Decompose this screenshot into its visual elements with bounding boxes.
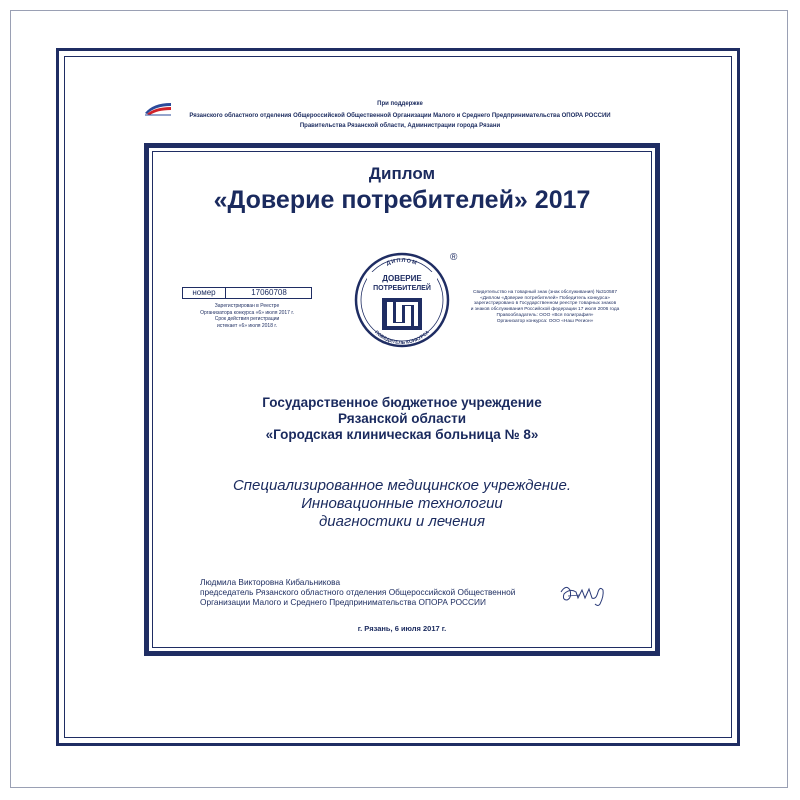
- description-line: Специализированное медицинское учреждение.: [232, 477, 572, 494]
- certificate-line: «Диплом «Доверие потребителей» Победитель конкурса»: [480, 295, 610, 301]
- certificate-line: Правообладатель: ООО «Вся полиграфия»: [496, 312, 594, 318]
- certificate-line: и знаков обслуживания Российской федерации 17 июля 2006 года: [470, 307, 620, 313]
- logo-line-2: ПОТРЕБИТЕЛЕЙ: [373, 285, 431, 292]
- certificate-line: зарегистрировано в Государственном реестре товарных знаков: [473, 301, 617, 307]
- handwritten-signature: [558, 578, 608, 608]
- support-line-2: Рязанского областного отделения Общероссийской Общественной Организации Малого и Среднего Предпринимательства ОПОРА РОССИИ: [189, 113, 611, 119]
- signer-title-line: Организации Малого и Среднего Предпринимательства ОПОРА РОССИИ: [200, 597, 486, 607]
- organization-line: Государственное бюджетное учреждение: [262, 395, 542, 410]
- registration-line: Организатора конкурса «6» июля 2017 г.: [200, 309, 294, 316]
- signer-name: Людмила Викторовна Кибальникова: [200, 577, 341, 587]
- certificate-line: Свидетельство на товарный знак (знак обслуживания) №310587: [472, 290, 617, 295]
- number-label: номер: [183, 288, 226, 298]
- signer-block: [200, 577, 580, 607]
- logo-mark-icon: [382, 298, 422, 330]
- logo-bottom-text: ПОБЕДИТЕЛЬ КОНКУРСА: [373, 330, 431, 347]
- svg-text:ПОБЕДИТЕЛЬ КОНКУРСА: [373, 329, 431, 346]
- place-and-date: г. Рязань, 6 июля 2017 г.: [357, 624, 447, 633]
- description-line: диагностики и лечения: [318, 513, 486, 530]
- signer-title-line: председатель Рязанского областного отделения Общероссийской Общественной: [200, 587, 516, 597]
- registration-info: [182, 303, 312, 329]
- organization-name: [160, 395, 644, 443]
- organization-line: Рязанской области: [337, 411, 467, 426]
- certificate-line: Организатор конкурса: ООО «Наш Регион»: [496, 318, 594, 324]
- svg-text:ДИПЛОМ: [386, 258, 418, 267]
- number-value: 17060708: [251, 288, 287, 297]
- registration-number-box: [182, 287, 312, 299]
- trademark-certificate: [460, 290, 630, 324]
- support-line-3: Правительства Рязанской области, Администрации города Рязани: [299, 123, 501, 129]
- logo-top-text: ДИПЛОМ: [385, 257, 419, 267]
- organization-line: «Городская клиническая больница № 8»: [265, 427, 539, 442]
- support-line-1: При поддержке: [377, 101, 423, 107]
- registration-line: Зарегистрирован в Реестре: [214, 303, 280, 309]
- trust-logo-emblem: [344, 244, 462, 352]
- logo-line-1: ДОВЕРИЕ: [382, 274, 422, 283]
- registration-line: Срок действия регистрации: [214, 316, 280, 322]
- award-description: [160, 477, 644, 531]
- diploma-name: «Доверие потребителей» 2017: [213, 186, 591, 214]
- diploma-title: Диплом: [368, 164, 436, 183]
- registered-mark: ®: [450, 252, 458, 263]
- description-line: Инновационные технологии: [301, 495, 503, 512]
- registration-line: истекает «6» июля 2018 г.: [217, 322, 277, 329]
